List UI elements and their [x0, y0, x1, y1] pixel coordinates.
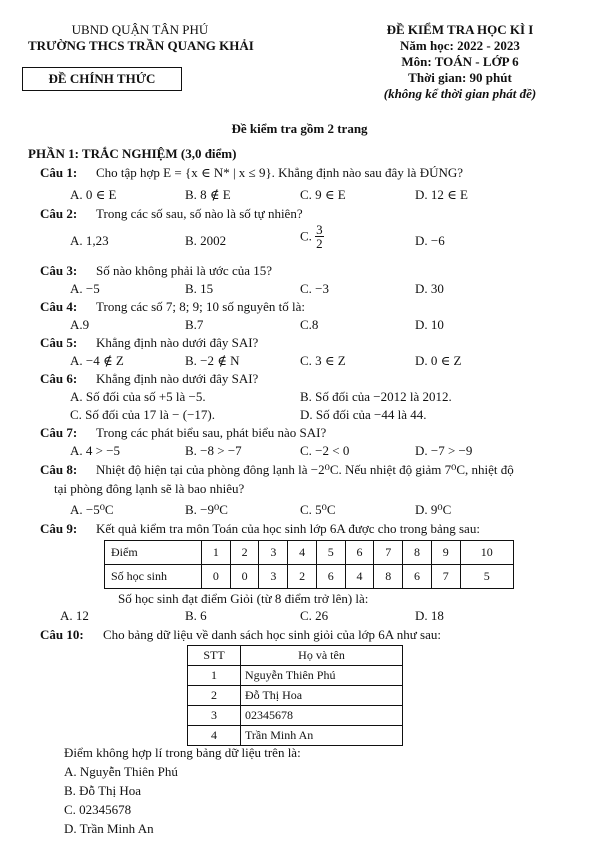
question-text: Trong các số sau, số nào là số tự nhiên? — [96, 206, 303, 221]
option-a[interactable]: A. 4 > −5 — [70, 443, 121, 458]
option-a[interactable]: A. −4 ∉ Z — [70, 353, 124, 368]
table-cell: Nguyễn Thiên Phú — [241, 666, 403, 686]
student-table — [187, 645, 403, 746]
table-row — [188, 706, 403, 726]
question-text: Cho tập hợp E = {x ∈ N* | x ≤ 9}. Khẳng định nào sau đây là ĐÚNG? — [96, 165, 464, 180]
fraction-numerator: 3 — [316, 222, 323, 237]
table-cell: 4 — [288, 541, 317, 565]
duration: Thời gian: 90 phút — [408, 70, 512, 85]
table-cell: 7 — [374, 541, 403, 565]
table-cell: 4 — [345, 565, 374, 589]
option-a[interactable]: A. Số đối của số +5 là −5. — [70, 389, 206, 404]
fraction — [315, 223, 324, 250]
table-cell: 02345678 — [241, 706, 403, 726]
table-cell: 3 — [188, 706, 241, 726]
row-header: Điểm — [105, 541, 202, 565]
district-name: UBND QUẬN TÂN PHÚ — [71, 22, 209, 37]
option-a[interactable]: A. 12 — [60, 608, 89, 623]
question-label: Câu 7: — [40, 425, 78, 440]
exam-title: ĐỀ KIỂM TRA HỌC KÌ I — [386, 22, 534, 37]
school-name: TRƯỜNG THCS TRẦN QUANG KHẢI — [28, 38, 254, 53]
official-badge: ĐỀ CHÍNH THỨC — [22, 67, 182, 91]
subject: Môn: TOÁN - LỚP 6 — [401, 54, 519, 69]
option-c[interactable] — [300, 223, 324, 250]
table-cell: 9 — [431, 541, 460, 565]
table-cell: 2 — [288, 565, 317, 589]
table-cell: 7 — [431, 565, 460, 589]
option-a[interactable]: A. 1,23 — [70, 233, 109, 248]
option-a[interactable]: A. −5⁰C — [70, 502, 114, 517]
option-c[interactable]: C.8 — [300, 317, 319, 332]
option-b[interactable]: B.7 — [185, 317, 204, 332]
question-label: Câu 6: — [40, 371, 78, 386]
option-c-label: C. — [300, 228, 312, 244]
duration-note: (không kể thời gian phát đề) — [383, 86, 537, 101]
option-c[interactable]: C. 26 — [300, 608, 329, 623]
option-c[interactable]: C. 5⁰C — [300, 502, 336, 517]
option-d[interactable]: D. −7 > −9 — [415, 443, 473, 458]
table-cell: Trần Minh An — [241, 726, 403, 746]
table-cell: Đỗ Thị Hoa — [241, 686, 403, 706]
option-d[interactable]: D. Trần Minh An — [64, 821, 154, 836]
question-label: Câu 2: — [40, 206, 78, 221]
option-d[interactable]: D. −6 — [415, 233, 445, 248]
option-c[interactable]: C. 3 ∈ Z — [300, 353, 346, 368]
question-text: Số nào không phải là ước của 15? — [96, 263, 273, 278]
question-text: Cho bảng dữ liệu về danh sách học sinh giỏi của lớp 6A như sau: — [103, 627, 441, 642]
option-b[interactable]: B. 15 — [185, 281, 214, 296]
option-d[interactable]: D. 18 — [415, 608, 444, 623]
table-row — [188, 726, 403, 746]
question-label: Câu 10: — [40, 627, 84, 642]
score-table — [104, 540, 514, 589]
option-d[interactable]: D. 12 ∈ E — [415, 187, 468, 202]
table-row — [188, 686, 403, 706]
pages-note: Đề kiểm tra gồm 2 trang — [231, 121, 368, 136]
option-a[interactable]: A. −5 — [70, 281, 100, 296]
question-text: Trong các số 7; 8; 9; 10 số nguyên tố là: — [96, 299, 305, 314]
table-cell: 2 — [230, 541, 259, 565]
option-c[interactable]: C. 02345678 — [64, 802, 132, 817]
question-text-continued: Số học sinh đạt điểm Giỏi (từ 8 điểm trở lên) là: — [118, 591, 369, 606]
option-b[interactable]: B. −8 > −7 — [185, 443, 242, 458]
table-cell: 8 — [374, 565, 403, 589]
table-cell: 2 — [188, 686, 241, 706]
option-b[interactable]: B. Đỗ Thị Hoa — [64, 783, 142, 798]
question-text: Trong các phát biểu sau, phát biểu nào SAI? — [96, 425, 327, 440]
table-cell: 5 — [316, 541, 345, 565]
table-header-row — [188, 646, 403, 666]
option-d[interactable]: D. 30 — [415, 281, 444, 296]
table-cell: 6 — [316, 565, 345, 589]
option-c[interactable]: C. −3 — [300, 281, 330, 296]
table-cell: 10 — [460, 541, 513, 565]
question-text-continued: Điểm không hợp lí trong bảng dữ liệu trên là: — [64, 745, 301, 760]
question-label: Câu 8: — [40, 462, 78, 477]
table-cell: 1 — [188, 666, 241, 686]
fraction-denominator: 2 — [316, 236, 323, 251]
table-cell: 4 — [188, 726, 241, 746]
table-cell: 3 — [259, 565, 288, 589]
option-d[interactable]: D. Số đối của −44 là 44. — [300, 407, 427, 422]
option-a[interactable]: A. 0 ∈ E — [70, 187, 117, 202]
table-cell: 8 — [403, 541, 432, 565]
option-c[interactable]: C. Số đối của 17 là − (−17). — [70, 407, 216, 422]
option-b[interactable]: B. 6 — [185, 608, 207, 623]
row-header: Số học sinh — [105, 565, 202, 589]
table-cell: 3 — [259, 541, 288, 565]
question-label: Câu 4: — [40, 299, 78, 314]
question-label: Câu 1: — [40, 165, 78, 180]
question-text: Khẳng định nào dưới đây SAI? — [96, 371, 259, 386]
option-d[interactable]: D. 9⁰C — [415, 502, 452, 517]
table-cell: 6 — [345, 541, 374, 565]
school-year: Năm học: 2022 - 2023 — [400, 38, 520, 53]
option-a[interactable]: A. Nguyễn Thiên Phú — [64, 764, 178, 779]
option-b[interactable]: B. −2 ∉ N — [185, 353, 240, 368]
table-cell: 0 — [230, 565, 259, 589]
table-row — [188, 666, 403, 686]
table-cell: 1 — [202, 541, 231, 565]
question-label: Câu 5: — [40, 335, 78, 350]
column-header: STT — [188, 646, 241, 666]
question-text: Nhiệt độ hiện tại của phòng đông lạnh là −2⁰C. Nếu nhiệt độ giảm 7⁰C, nhiệt độ — [96, 462, 514, 477]
table-row — [105, 565, 514, 589]
option-b[interactable]: B. 8 ∉ E — [185, 187, 231, 202]
table-cell: 5 — [460, 565, 513, 589]
option-a[interactable]: A.9 — [70, 317, 90, 332]
question-label: Câu 9: — [40, 521, 78, 536]
question-text-continued: tại phòng đông lạnh sẽ là bao nhiêu? — [54, 481, 245, 496]
question-text: Kết quả kiểm tra môn Toán của học sinh lớp 6A được cho trong bảng sau: — [96, 521, 480, 536]
option-d[interactable]: D. 0 ∈ Z — [415, 353, 462, 368]
section-title: PHẦN 1: TRẮC NGHIỆM (3,0 điểm) — [28, 146, 237, 161]
option-d[interactable]: D. 10 — [415, 317, 444, 332]
option-c[interactable]: C. −2 < 0 — [300, 443, 350, 458]
table-row — [105, 541, 514, 565]
option-b[interactable]: B. 2002 — [185, 233, 227, 248]
question-text: Khẳng định nào dưới đây SAI? — [96, 335, 259, 350]
table-cell: 6 — [403, 565, 432, 589]
option-b[interactable]: B. Số đối của −2012 là 2012. — [300, 389, 452, 404]
table-cell: 0 — [202, 565, 231, 589]
option-c[interactable]: C. 9 ∈ E — [300, 187, 346, 202]
question-label: Câu 3: — [40, 263, 78, 278]
column-header: Họ và tên — [241, 646, 403, 666]
option-b[interactable]: B. −9⁰C — [185, 502, 228, 517]
